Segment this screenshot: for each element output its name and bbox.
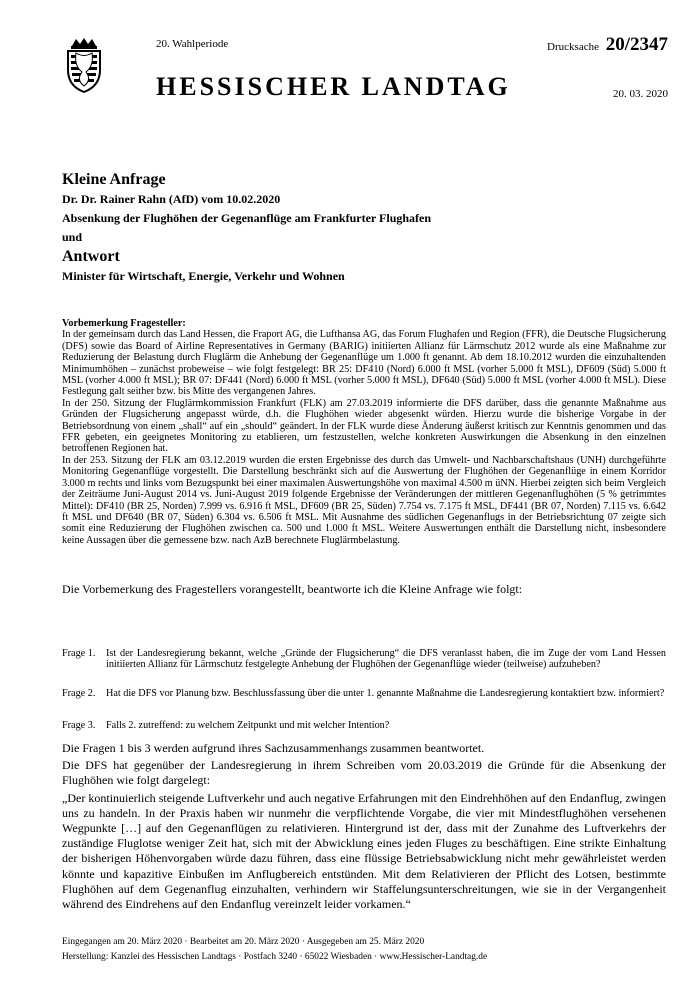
question-label: Frage 2. — [62, 688, 96, 699]
vorbemerkung-paragraph: In der gemeinsam durch das Land Hessen, die Fraport AG, die Lufthansa AG, das Forum Flughafen und Region (FFR), die Deutsche Flugsicherung (DFS) sowie das Board of Airline Representatives in Germany (BARIG) initiierten Allianz für Lärmschutz 2012 wurde als eine Maßnahme zur Reduzierung der Belastung durch Fluglärm die Anhebung der Gegenanflüge um 1.000 ft genannt. Ab dem 18.10.2012 wurden die einzuhaltenden Minimumhöhen – zunächst probeweise – wie folgt festgelegt: BR 25: DF410 (Nord) 6.000 ft MSL (vorher 5.000 ft MSL), DF609 (Süd) 5.000 ft MSL (vorher 4.000 ft MSL); BR 07: DF441 (Nord) 6.000 ft MSL (vorher 5.000 ft MSL), DF640 (Süd) 5.000 ft MSL (vorher 4.000 ft MSL). Diese Festlegung galt seither bzw. bis Mitte des vergangenen Jahres. — [62, 329, 666, 398]
footer-dates: Eingegangen am 20. März 2020 · Bearbeitet am 20. März 2020 · Ausgegeben am 25. März 2020 — [62, 937, 425, 947]
wahlperiode: 20. Wahlperiode — [156, 38, 229, 50]
answer-section — [62, 741, 666, 914]
vorbemerkung-title: Vorbemerkung Fragesteller: — [62, 318, 186, 329]
hesse-coat-of-arms-logo — [62, 36, 106, 94]
document-date: 20. 03. 2020 — [613, 88, 668, 100]
author-line: Dr. Dr. Rainer Rahn (AfD) vom 10.02.2020 — [62, 192, 281, 206]
vorbemerkung-paragraph: In der 250. Sitzung der Fluglärmkommission Frankfurt (FLK) am 27.03.2019 informierte die DFS darüber, dass die genannte Maßnahme aus Gründen der Flugsicherung angepasst würde, d.h. die Flughöhen wieder abgesenkt würden. Hierzu wurde die bisherige Vorgabe in der Betriebsordnung von einem „shall“ auf ein „should“ geändert. In der FLK wurde diese Änderung äußerst kritisch zur Kenntnis genommen und das FFR gebeten, ein geeignetes Monitoring zu etablieren, um festzustellen, welche konkreten Auswirkungen die Absenkung in den einzelnen betroffenen Regionen hat. — [62, 397, 666, 455]
drucksache-label — [547, 34, 668, 56]
question-2 — [62, 688, 666, 699]
title-block — [62, 170, 662, 286]
ministry-line: Minister für Wirtschaft, Energie, Verkehr und Wohnen — [62, 269, 345, 283]
intro-sentence: Die Vorbemerkung des Fragestellers vorangestellt, beantworte ich die Kleine Anfrage wie folgt: — [62, 582, 523, 596]
drucksache-number: 20/2347 — [605, 34, 668, 55]
question-1 — [62, 648, 666, 671]
answer-quote: „Der kontinuierlich steigende Luftverkehr und auch negative Erfahrungen mit den Eindrehhöhen auf den Endanflug, zwingen uns zu handeln. In der Praxis haben wir nunmehr die verpflichtende Vorgabe, die vier mit Mindestflughöhen versehenen Wegpunkte […] auf den Gegenanflügen zu relativieren. Hintergrund ist der, dass mit der Zunahme des Luftverkehrs der zuständige Fluglotse weniger Zeit hat, sich mit der Abwicklung eines jeden Fluges zu beschäftigen. Eine strikte Einhaltung der bisherigen Höhenvorgaben würde dazu führen, dass eine flüssige Betriebsabwicklung nicht mehr gewährleistet werden könnte und kapazitive Einbußen im Anflugbereich entstünden. Mit dem Relativieren der Pflicht des Lotsen, bestimmte Flughöhen auf dem Gegenanflug einzuhalten, verhindern wir Staffelungsunterschreitungen, wie sie in der Vergangenheit während des Eindrehens auf den Endanflug vereinzelt leider vorkamen.“ — [62, 790, 666, 912]
footer — [62, 935, 666, 965]
question-text: Falls 2. zutreffend: zu welchem Zeitpunkt und mit welcher Intention? — [106, 720, 390, 731]
connector: und — [62, 230, 83, 244]
answer-paragraph: Die DFS hat gegenüber der Landesregierung in ihrem Schreiben vom 20.03.2019 die Gründe für die Absenkung der Flughöhen wie folgt dargelegt: — [62, 758, 666, 788]
question-label: Frage 1. — [62, 648, 96, 659]
subject-line: Absenkung der Flughöhen der Gegenanflüge am Frankfurter Flughafen — [62, 211, 432, 225]
footer-imprint: Herstellung: Kanzlei des Hessischen Landtags · Postfach 3240 · 65022 Wiesbaden · www.Hessischer-Landtag.de — [62, 952, 488, 962]
question-text: Ist der Landesregierung bekannt, welche „Gründe der Flugsicherung“ die DFS veranlasst haben, die im Zuge der vom Land Hessen initiierten Allianz für Lärmschutz festgelegte Anhebung der Flughöhen der Gegenanflüge wieder (teilweise) aufzuheben? — [106, 648, 666, 671]
vorbemerkung-paragraph: In der 253. Sitzung der FLK am 03.12.2019 wurden die ersten Ergebnisse des durch das Umwelt- und Nachbarschaftshaus (UNH) durchgeführte Monitoring Gegenanflüge vorgestellt. Die Darstellung beschränkt sich auf die Auswertung der Flughöhen der Gegenanflüge in einem Korridor 3.000 m rechts und links vom Bezugspunkt bei einer maximalen Auswertungshöhe von maximal 4.500 m üNN. Hierbei zeigten sich beim Vergleich der Zeiträume Juni-August 2014 vs. Juni-August 2019 folgende Ergebnisse der Veränderungen der mittleren Gegenanflughöhen (5 % getrimmtes Mittel): DF410 (BR 25, Norden) 7.999 vs. 6.916 ft MSL, DF609 (BR 25, Süden) 7.754 vs. 7.175 ft MSL, DF441 (BR 07, Norden) 7.115 vs. 6.642 ft MSL und DF640 (BR 07, Süden) 6.304 vs. 6.506 ft MSL. Mit Ausnahme des südlichen Gegenanflugs in der Betriebsrichtung 07 zeigte sich somit eine Reduzierung der Flughöhen zwischen ca. 500 und 1.000 ft MSL. Weitere Auswertungen enthält die Darstellung nicht, insbesondere keine Aussagen über die gemessene bzw. nach AzB berechnete Fluglärmbelastung. — [62, 454, 666, 546]
answer-paragraph: Die Fragen 1 bis 3 werden aufgrund ihres Sachzusammenhangs zusammen beantwortet. — [62, 741, 485, 755]
question-text: Hat die DFS vor Planung bzw. Beschlussfassung über die unter 1. genannte Maßnahme die Landesregierung kontaktiert bzw. informiert? — [106, 688, 665, 699]
vorbemerkung-section — [62, 318, 666, 546]
question-3 — [62, 720, 666, 731]
parliament-title: HESSISCHER LANDTAG — [156, 72, 511, 101]
question-label: Frage 3. — [62, 720, 96, 731]
drucksache-text: Drucksache — [547, 41, 599, 53]
answer-label: Antwort — [62, 248, 120, 265]
doc-type: Kleine Anfrage — [62, 171, 166, 188]
